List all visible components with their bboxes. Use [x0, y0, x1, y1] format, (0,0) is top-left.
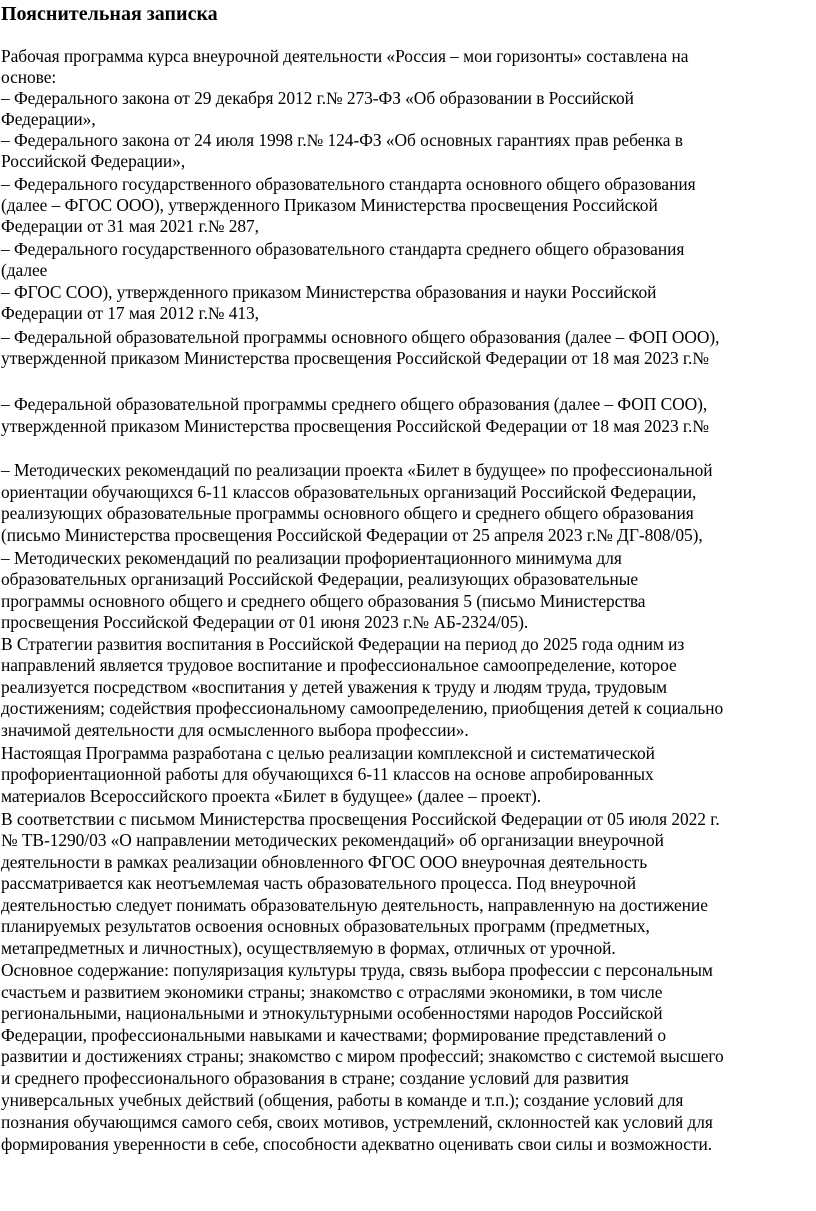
body-text-line: региональными, национальными и этнокультурными особенностями народов Российской — [1, 1003, 663, 1023]
page-title: Пояснительная записка — [1, 3, 218, 25]
body-text-line: – Федерального закона от 24 июля 1998 г.№ 124-ФЗ «Об основных гарантиях прав ребенка в — [1, 130, 683, 150]
body-text-line: – ФГОС СОО), утвержденного приказом Министерства образования и науки Российской — [1, 282, 657, 302]
body-text-line: – Методических рекомендаций по реализации проекта «Билет в будущее» по профессиональной — [1, 460, 713, 480]
body-text-line: В Стратегии развития воспитания в Российской Федерации на период до 2025 года одним из — [1, 634, 685, 654]
body-text-line: Российской Федерации», — [1, 151, 186, 171]
body-text-line: № ТВ-1290/03 «О направлении методических рекомендаций» об организации внеурочной — [1, 830, 664, 850]
body-text-line: Настоящая Программа разработана с целью реализации комплексной и систематической — [1, 743, 655, 763]
body-text-line: ориентации обучающихся 6-11 классов образовательных организаций Российской Федерации, — [1, 482, 697, 502]
body-text-line: – Федеральной образовательной программы среднего общего образования (далее – ФОП СОО), — [1, 394, 708, 414]
body-text-line: – Федеральной образовательной программы основного общего образования (далее – ФОП ООО), — [1, 327, 720, 347]
body-text-line: реализуется посредством «воспитания у детей уважения к труду и людям труда, трудовым — [1, 677, 668, 697]
body-text-line: направлений является трудовое воспитание и профессиональное самоопределение, которое — [1, 655, 677, 675]
body-text-line: материалов Всероссийского проекта «Билет в будущее» (далее – проект). — [1, 786, 542, 806]
body-text-line: (письмо Министерства просвещения Российской Федерации от 25 апреля 2023 г.№ ДГ-808/05), — [1, 525, 703, 545]
body-text-line: Федерации от 17 мая 2012 г.№ 413, — [1, 303, 259, 323]
body-text-line: деятельности в рамках реализации обновленного ФГОС ООО внеурочная деятельность — [1, 852, 648, 872]
body-text-line: значимой деятельности для осмысленного выбора профессии». — [1, 720, 469, 740]
body-text-line: основе: — [1, 67, 57, 87]
body-text-line: универсальных учебных действий (общения, работы в команде и т.п.); создание условий для — [1, 1090, 684, 1110]
body-text-line: профориентационной работы для обучающихся 6-11 классов на основе апробированных — [1, 764, 654, 784]
body-text-line: развитии и достижениях страны; знакомство с миром профессий; знакомство с системой высшего — [1, 1046, 724, 1066]
body-text-line: утвержденной приказом Министерства просвещения Российской Федерации от 18 мая 2023 г.№ — [1, 348, 709, 368]
body-text-line: утвержденной приказом Министерства просвещения Российской Федерации от 18 мая 2023 г.№ — [1, 416, 709, 436]
body-text-line: образовательных организаций Российской Федерации, реализующих образовательные — [1, 569, 639, 589]
body-text-line: и среднего профессионального образования в стране; создание условий для развития — [1, 1068, 629, 1088]
body-text-line: программы основного общего и среднего общего образования 5 (письмо Министерства — [1, 591, 646, 611]
body-text-line: Федерации от 31 мая 2021 г.№ 287, — [1, 216, 259, 236]
body-text-line: познания обучающимся самого себя, своих мотивов, устремлений, склонностей как условий для — [1, 1112, 713, 1132]
body-text-line: реализующих образовательные программы основного общего и среднего общего образования — [1, 503, 694, 523]
body-text-line: – Методических рекомендаций по реализации профориентационного минимума для — [1, 548, 622, 568]
body-text-line: метапредметных и личностных), осуществляемую в формах, отличных от урочной. — [1, 938, 616, 958]
body-text-line: рассматривается как неотъемлемая часть образовательного процесса. Под внеурочной — [1, 873, 637, 893]
body-text-line: (далее – ФГОС ООО), утвержденного Приказом Министерства просвещения Российской — [1, 195, 658, 215]
body-text-line: (далее — [1, 260, 48, 280]
body-text-line: Федерации», — [1, 109, 96, 129]
body-text-line: – Федерального государственного образовательного стандарта основного общего образования — [1, 174, 696, 194]
body-text-line: счастьем и развитием экономики страны; знакомство с отраслями экономики, в том числе — [1, 982, 663, 1002]
body-text-line: формирования уверенности в себе, способности адекватно оценивать свои силы и возможности. — [1, 1134, 713, 1154]
body-text-line: – Федерального закона от 29 декабря 2012 г.№ 273-ФЗ «Об образовании в Российской — [1, 88, 634, 108]
body-text-line: Основное содержание: популяризация культуры труда, связь выбора профессии с персональным — [1, 960, 713, 980]
body-text-line: планируемых результатов освоения основных образовательных программ (предметных, — [1, 916, 650, 936]
body-text-line: просвещения Российской Федерации от 01 июня 2023 г.№ АБ-2324/05). — [1, 612, 529, 632]
body-text-line: – Федерального государственного образовательного стандарта среднего общего образования — [1, 239, 685, 259]
body-text-line: Рабочая программа курса внеурочной деятельности «Россия – мои горизонты» составлена на — [1, 46, 689, 66]
body-text-line: Федерации, профессиональными навыками и качествами; формирование представлений о — [1, 1025, 666, 1045]
body-text-line: достижениям; содействия профессиональному самоопределению, приобщения детей к социально — [1, 698, 724, 718]
body-text-line: В соответствии с письмом Министерства просвещения Российской Федерации от 05 июля 2022 г. — [1, 809, 720, 829]
body-text-line: деятельностью следует понимать образовательную деятельность, направленную на достижение — [1, 895, 708, 915]
